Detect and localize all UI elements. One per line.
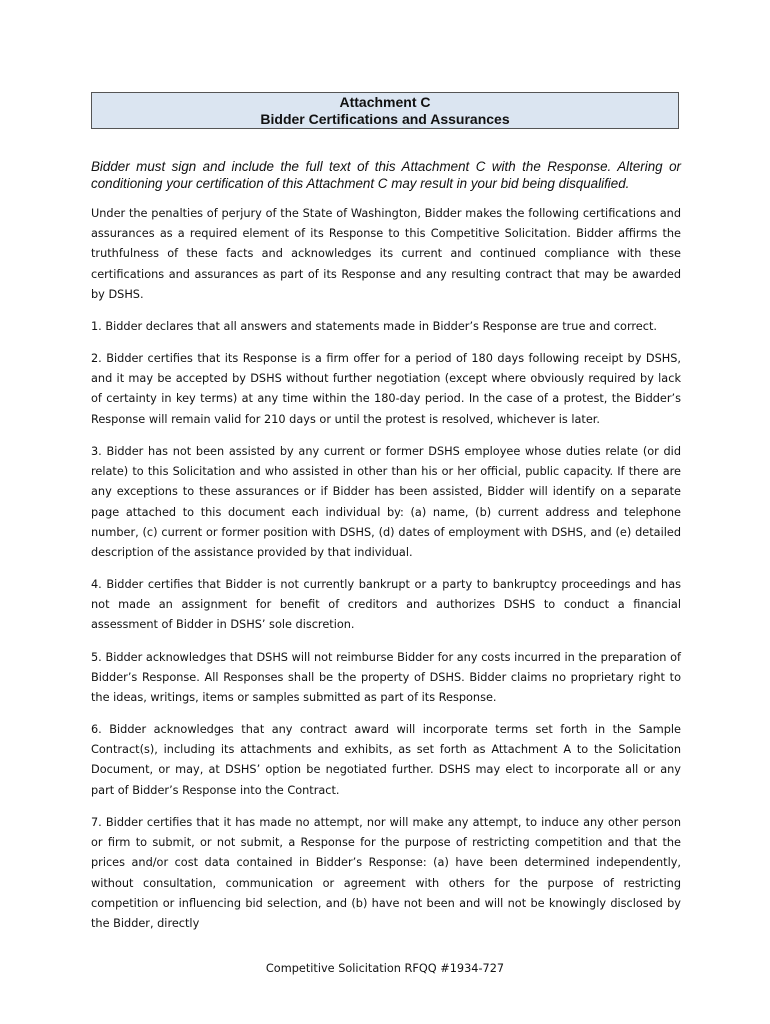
certification-5: 5. Bidder acknowledges that DSHS will not reimburse Bidder for any costs incurred in the preparation of Bidder’s Response. All Responses shall be the property of DSHS. Bidder claims no proprietary right to the ideas, writings, items or samples submitted as part of its Response. [91, 651, 681, 705]
certification-3: 3. Bidder has not been assisted by any current or former DSHS employee whose duties relate (or did relate) to this Solicitation and who assisted in other than his or her official, public capacity. If there are any exceptions to these assurances or if Bidder has been assisted, Bidder will identify on a separate page attached to this document each individual by: (a) name, (b) current address and telephone number, (c) current or former position with DSHS, (d) dates of employment with DSHS, and (e) detailed description of the assistance provided by that individual. [91, 445, 681, 560]
page-footer: Competitive Solicitation RFQQ #1934-727 [265, 962, 505, 975]
certification-2: 2. Bidder certifies that its Response is a firm offer for a period of 180 days following receipt by DSHS, and it may be accepted by DSHS without further negotiation (except where obviously required by lack of certainty in key terms) at any time within the 180-day period. In the case of a protest, the Bidder’s Response will remain valid for 210 days or until the protest is resolved, whichever is later. [91, 352, 681, 426]
title-box [91, 92, 679, 129]
attachment-label: Attachment C [339, 94, 431, 110]
certification-1: 1. Bidder declares that all answers and statements made in Bidder’s Response are true and correct. [91, 320, 657, 333]
certification-4: 4. Bidder certifies that Bidder is not currently bankrupt or a party to bankruptcy proceedings and has not made an assignment for benefit of creditors and authorizes DSHS to conduct a financial assessment of Bidder in DSHS’ sole discretion. [91, 578, 681, 632]
document-title: Bidder Certifications and Assurances [260, 111, 510, 127]
preamble-paragraph: Under the penalties of perjury of the State of Washington, Bidder makes the following certifications and assurances as a required element of its Response to this Competitive Solicitation. Bidder affirms the truthfulness of these facts and acknowledges its current and continued compliance with these certifications and assurances as part of its Response and any resulting contract that may be awarded by DSHS. [91, 207, 681, 301]
certification-6: 6. Bidder acknowledges that any contract award will incorporate terms set forth in the Sample Contract(s), including its attachments and exhibits, as set forth as Attachment A to the Solicitation Document, or may, at DSHS’ option be negotiated further. DSHS may elect to incorporate all or any part of Bidder’s Response into the Contract. [91, 723, 681, 797]
certification-7: 7. Bidder certifies that it has made no attempt, nor will make any attempt, to induce any other person or firm to submit, or not submit, a Response for the purpose of restricting competition and that the prices and/or cost data contained in Bidder’s Response: (a) have been determined independently, without consultation, communication or agreement with others for the purpose of restricting competition or influencing bid selection, and (b) have not been and will not be knowingly disclosed by the Bidder, directly [91, 816, 681, 931]
intro-instruction: Bidder must sign and include the full text of this Attachment C with the Response. Altering or conditioning your certification of this Attachment C may result in your bid being disqualified. [91, 159, 681, 191]
